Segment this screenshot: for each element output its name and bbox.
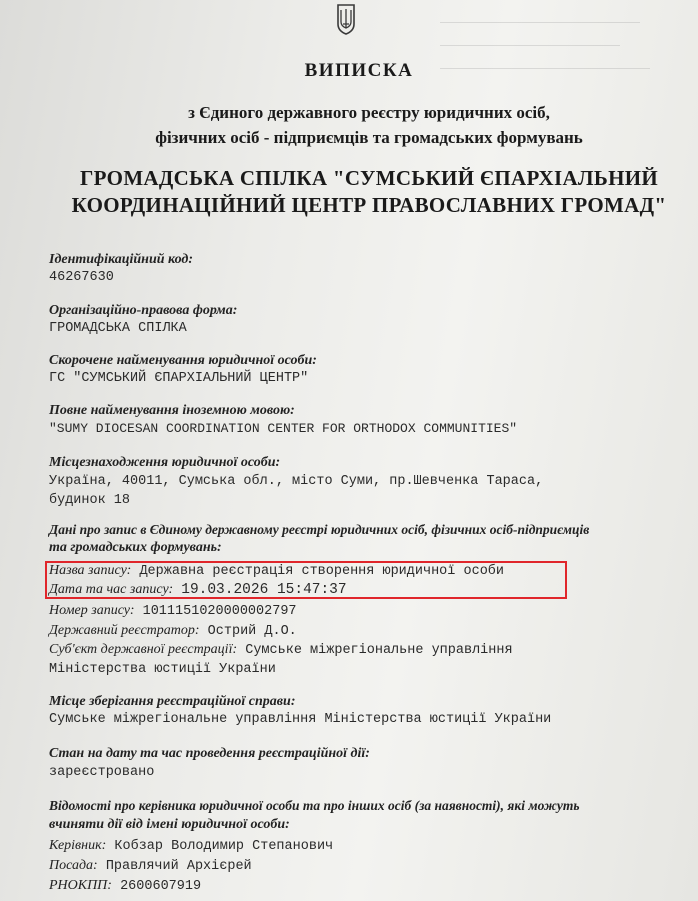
registrar-value: Острий Д.О. (207, 624, 297, 639)
foreign-name-label: Повне найменування іноземною мовою: (49, 403, 295, 418)
record-number-value: 1011151020000002797 (142, 604, 297, 619)
subject-row (49, 640, 513, 661)
rnokpp-value: 2600607919 (120, 879, 202, 894)
organization-name (0, 165, 698, 219)
short-name-value: ГС "СУМСЬКИЙ ЄПАРХІАЛЬНИЙ ЦЕНТР" (49, 371, 309, 386)
subject-label: Суб'єкт державної реєстрації: (49, 642, 238, 657)
id-code-label: Ідентифікаційний код: (49, 252, 194, 267)
storage-label: Місце зберігання реєстраційної справи: (49, 694, 296, 709)
head-section-label-line-1: Відомості про керівника юридичної особи та про інших осіб (за наявності), які можуть (49, 798, 580, 813)
position-label: Посада: (49, 858, 98, 873)
location-label: Місцезнаходження юридичної особи: (49, 455, 281, 470)
subtitle-line-2: фізичних осіб - підприємців та громадських формувань (155, 128, 583, 147)
foreign-name-value: "SUMY DIOCESAN COORDINATION CENTER FOR ORTHODOX COMMUNITIES" (49, 421, 518, 436)
record-section-label-line-1: Дані про запис в Єдиному державному реєстрі юридичних осіб, фізичних осіб-підприємців (49, 522, 590, 537)
registrar-row (49, 621, 297, 642)
position-value: Правлячий Архієрей (105, 859, 252, 874)
id-code-value: 46267630 (49, 270, 114, 285)
head-row (49, 836, 333, 857)
trident-emblem-icon (329, 2, 363, 36)
head-value: Кобзар Володимир Степанович (114, 839, 334, 854)
status-label: Стан на дату та час проведення реєстраційної дії: (49, 746, 370, 761)
record-datetime-label: Дата та час запису: (49, 582, 174, 597)
record-datetime-value: 19.03.2026 15:47:37 (181, 582, 347, 598)
short-name-label: Скорочене найменування юридичної особи: (49, 353, 317, 368)
subject-value-line-1: Сумське міжрегіональне управління (245, 643, 513, 658)
location-value-line-1: Україна, 40011, Сумська обл., місто Суми, пр.Шевченка Тараса, (49, 474, 544, 489)
document-title: ВИПИСКА (304, 60, 414, 81)
head-label: Керівник: (49, 838, 107, 853)
location-value-line-2: будинок 18 (49, 493, 131, 508)
org-line-1: ГРОМАДСЬКА СПІЛКА "СУМСЬКИЙ ЄПАРХІАЛЬНИЙ (80, 166, 658, 190)
record-section-label-line-2: та громадських формувань: (49, 540, 222, 555)
legal-form-value: ГРОМАДСЬКА СПІЛКА (49, 321, 187, 336)
org-line-2: КООРДИНАЦІЙНИЙ ЦЕНТР ПРАВОСЛАВНИХ ГРОМАД" (71, 193, 667, 217)
record-number-label: Номер запису: (49, 603, 135, 618)
position-row (49, 856, 252, 877)
document-subtitle (0, 100, 698, 150)
storage-value: Сумське міжрегіональне управління Міністерства юстиції України (49, 712, 552, 727)
rnokpp-label: РНОКПП: (49, 878, 112, 893)
rnokpp-row (49, 876, 201, 897)
record-name-value: Державна реєстрація створення юридичної особи (139, 564, 504, 579)
head-section-label-line-2: вчиняти дії від імені юридичної особи: (49, 817, 290, 832)
subject-value-line-2: Міністерства юстиції України (49, 662, 276, 677)
status-value: зареєстровано (49, 765, 155, 780)
subtitle-line-1: з Єдиного державного реєстру юридичних осіб, (188, 103, 550, 122)
highlight-box (45, 561, 567, 599)
record-number-row (49, 601, 297, 622)
legal-form-label: Організаційно-правова форма: (49, 303, 238, 318)
record-name-label: Назва запису: (49, 563, 132, 578)
registrar-label: Державний реєстратор: (49, 623, 200, 638)
